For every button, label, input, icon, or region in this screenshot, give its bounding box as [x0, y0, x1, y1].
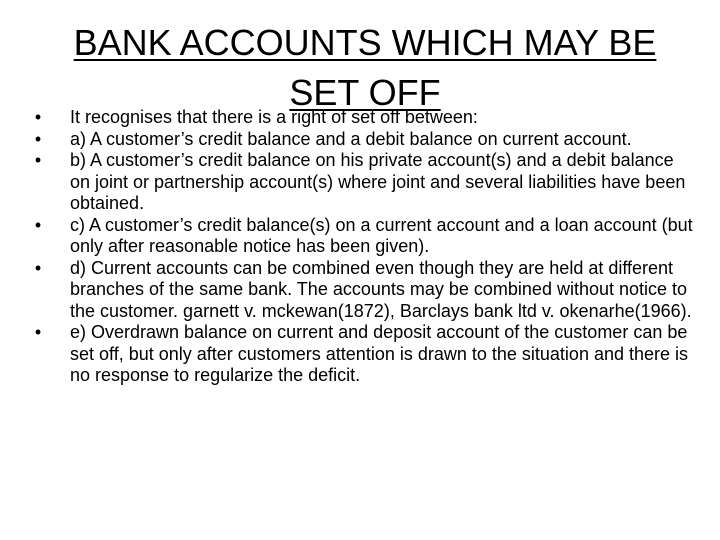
bullet-dot-icon: • — [34, 128, 42, 149]
bullet-item — [18, 129, 698, 151]
bullet-list — [18, 107, 698, 387]
bullet-text: e) Overdrawn balance on current and deposit account of the customer can be set off, but only after customers attention is drawn to the situation and there is no response to regularize the deficit. — [70, 322, 689, 385]
bullet-dot-icon: • — [34, 150, 42, 170]
bullet-dot-icon: • — [34, 107, 42, 127]
bullet-item — [18, 215, 698, 258]
bullet-text: c) A customer’s credit balance(s) on a current account and a loan account (but only after reasonable notice has been given). — [70, 214, 693, 256]
bullet-text: a) A customer’s credit balance and a debit balance on current account. — [70, 128, 632, 149]
bullet-item — [18, 107, 698, 129]
bullet-item — [18, 258, 698, 323]
bullet-item — [18, 322, 698, 387]
bullet-text: It recognises that there is a right of set off between: — [70, 107, 478, 127]
bullet-dot-icon: • — [34, 214, 42, 235]
bullet-text: b) A customer’s credit balance on his private account(s) and a debit balance on joint or partnership account(s) where joint and several liabilities have been obtained. — [70, 150, 686, 213]
bullet-item — [18, 150, 698, 215]
slide-title: BANK ACCOUNTS WHICH MAY BE SET OFF — [73, 22, 657, 113]
bullet-text: d) Current accounts can be combined even though they are held at different branches of the same bank. The accounts may be combined without notice to the customer. garnett v. mckewan(1872), Barclays bank ltd v. okenarhe(1966). — [70, 257, 692, 321]
bullet-dot-icon: • — [34, 322, 42, 342]
bullet-dot-icon: • — [34, 257, 42, 278]
